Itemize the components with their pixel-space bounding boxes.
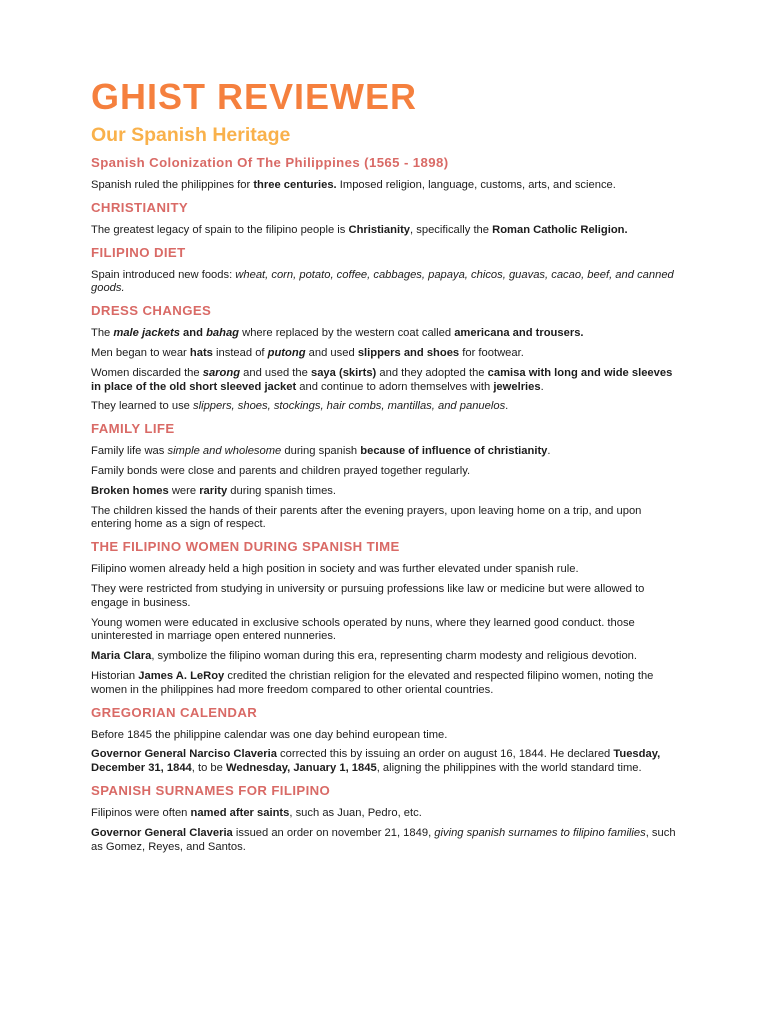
section-heading: GREGORIAN CALENDAR bbox=[91, 704, 258, 720]
document-title: GHIST REVIEWER bbox=[91, 76, 418, 117]
section-diet bbox=[91, 244, 678, 297]
paragraph bbox=[91, 650, 678, 664]
text-run: Family life was bbox=[91, 445, 168, 458]
bold-run: slippers and shoes bbox=[357, 346, 460, 359]
section-heading: FILIPINO DIET bbox=[91, 244, 186, 260]
section-dress bbox=[91, 302, 678, 414]
section-heading: SPANISH SURNAMES FOR FILIPINO bbox=[91, 782, 331, 798]
section-family bbox=[91, 420, 678, 532]
bold-italic-run bbox=[203, 367, 240, 379]
section-christianity bbox=[91, 199, 678, 238]
bold-run: saya (skirts) bbox=[310, 366, 377, 379]
bold-run: jewelries bbox=[493, 380, 541, 393]
paragraph bbox=[91, 327, 678, 341]
paragraph bbox=[91, 485, 678, 499]
text-run: credited the christian religion for the elevated and respected filipino women, noting the women in the philippines had more freedom compared to other oriental countries. bbox=[91, 669, 654, 696]
text-run: and used bbox=[305, 346, 358, 359]
text-run: corrected this by issuing an order on august 16, 1844. He declared bbox=[276, 748, 614, 761]
text-run: and they adopted the bbox=[376, 366, 488, 379]
italic-run: giving spanish surnames to filipino families bbox=[434, 826, 646, 839]
text-run: Spanish ruled the philippines for bbox=[91, 179, 254, 191]
text-run: and used the bbox=[240, 366, 311, 379]
text-run: during spanish bbox=[281, 445, 361, 458]
paragraph bbox=[91, 400, 678, 414]
bold-run: because of influence of christianity bbox=[360, 445, 548, 458]
paragraph bbox=[91, 505, 678, 533]
text-run: . bbox=[540, 380, 544, 393]
paragraph bbox=[91, 827, 678, 855]
bold-run: named after saints bbox=[190, 806, 290, 819]
text-run: The greatest legacy of spain to the filipino people is bbox=[91, 223, 349, 236]
paragraph bbox=[91, 670, 678, 698]
bold-run: James A. LeRoy bbox=[138, 669, 225, 682]
text-run: Filipino women already held a high position in society and was further elevated under spanish rule. bbox=[91, 563, 579, 576]
italic-run: sarong bbox=[202, 366, 241, 379]
bold-run: rarity bbox=[199, 484, 228, 497]
section-heading: CHRISTIANITY bbox=[91, 199, 189, 215]
text-run: . bbox=[547, 445, 551, 458]
bold-run: Christianity bbox=[348, 223, 411, 236]
section-heading: THE FILIPINO WOMEN DURING SPANISH TIME bbox=[91, 539, 400, 555]
text-run: Family bonds were close and parents and children prayed together regularly. bbox=[91, 464, 471, 477]
text-run: during spanish times. bbox=[227, 484, 337, 497]
paragraph bbox=[91, 807, 678, 821]
text-run: Young women were educated in exclusive schools operated by nuns, where they learned good conduct. those uninterested in marriage open entered nunneries. bbox=[91, 616, 635, 643]
text-run: , to be bbox=[191, 762, 226, 775]
text-run: , aligning the philippines with the world standard time. bbox=[376, 762, 642, 775]
bold-run: camisa with long and wide sleeves in place of the old short sleeved jacket bbox=[91, 366, 673, 393]
paragraph bbox=[91, 445, 678, 459]
bold-italic-run bbox=[113, 327, 180, 339]
text-run: where replaced by the western coat called bbox=[239, 327, 455, 340]
paragraph bbox=[91, 269, 678, 297]
bold-run: americana and trousers. bbox=[454, 327, 584, 340]
section-colonization bbox=[91, 154, 678, 193]
text-run: for footwear. bbox=[459, 346, 524, 359]
bold-run: hats bbox=[189, 346, 213, 359]
text-run: instead of bbox=[212, 346, 268, 359]
text-run: Historian bbox=[91, 669, 139, 682]
section-calendar bbox=[91, 704, 678, 776]
paragraph bbox=[91, 367, 678, 395]
text-run: Imposed religion, language, customs, arts, and science. bbox=[336, 179, 616, 191]
text-run: were bbox=[168, 484, 200, 497]
text-run: The bbox=[91, 327, 114, 340]
paragraph bbox=[91, 179, 678, 193]
bold-run: Roman Catholic Religion. bbox=[492, 223, 628, 236]
text-run: They were restricted from studying in university or pursuing professions like law or medicine but were allowed to engage in business. bbox=[91, 582, 645, 609]
text-run: Women discarded the bbox=[91, 366, 203, 379]
italic-run: putong bbox=[267, 346, 306, 359]
paragraph bbox=[91, 583, 678, 611]
bold-run: Governor General Claveria bbox=[91, 826, 233, 839]
text-run: Men began to wear bbox=[91, 346, 190, 359]
text-run: Spain introduced new foods: bbox=[91, 268, 236, 281]
section-surnames bbox=[91, 782, 678, 854]
section-women bbox=[91, 538, 678, 697]
paragraph bbox=[91, 347, 678, 361]
bold-run: Tuesday, December 31, 1844 bbox=[91, 748, 661, 775]
italic-run: bahag bbox=[206, 327, 240, 340]
document-subtitle: Our Spanish Heritage bbox=[91, 124, 291, 146]
text-run: . bbox=[505, 400, 509, 413]
bold-run: three centuries. bbox=[253, 179, 337, 191]
bold-run: Maria Clara bbox=[91, 650, 152, 663]
bold-run: and bbox=[179, 327, 207, 340]
bold-run: Governor General Narciso Claveria bbox=[91, 748, 277, 761]
paragraph bbox=[91, 563, 678, 577]
text-run: and continue to adorn themselves with bbox=[296, 380, 494, 393]
paragraph bbox=[91, 617, 678, 645]
italic-run: simple and wholesome bbox=[167, 445, 282, 458]
text-run: , such as Juan, Pedro, etc. bbox=[289, 806, 422, 819]
text-run: Filipinos were often bbox=[91, 806, 191, 819]
section-heading: Spanish Colonization Of The Philippines (1565 - 1898) bbox=[91, 155, 449, 170]
paragraph bbox=[91, 729, 678, 743]
italic-run: wheat, corn, potato, coffee, cabbages, papaya, chicos, guavas, cacao, beef, and canned goods. bbox=[91, 268, 674, 295]
bold-run: Broken homes bbox=[91, 484, 169, 497]
text-run: , such as Gomez, Reyes, and Santos. bbox=[91, 826, 676, 853]
section-heading: FAMILY LIFE bbox=[91, 421, 175, 437]
text-run: They learned to use bbox=[91, 400, 193, 413]
bold-italic-run bbox=[268, 347, 306, 359]
italic-run: slippers, shoes, stockings, hair combs, mantillas, and panuelos bbox=[193, 400, 506, 413]
text-run: , specifically the bbox=[410, 223, 493, 236]
paragraph bbox=[91, 465, 678, 479]
text-run: , symbolize the filipino woman during this era, representing charm modesty and religious devotion. bbox=[151, 650, 637, 663]
text-run: Before 1845 the philippine calendar was one day behind european time. bbox=[91, 728, 448, 741]
paragraph bbox=[91, 224, 678, 238]
bold-run: Wednesday, January 1, 1845 bbox=[225, 762, 377, 775]
italic-run: male jackets bbox=[113, 327, 180, 340]
section-heading: DRESS CHANGES bbox=[91, 303, 212, 319]
text-run: issued an order on november 21, 1849, bbox=[232, 826, 435, 839]
bold-italic-run bbox=[206, 327, 239, 339]
text-run: The children kissed the hands of their parents after the evening prayers, upon leaving home on a trip, and upon entering home as a sign of respect. bbox=[91, 504, 642, 531]
paragraph bbox=[91, 748, 678, 776]
